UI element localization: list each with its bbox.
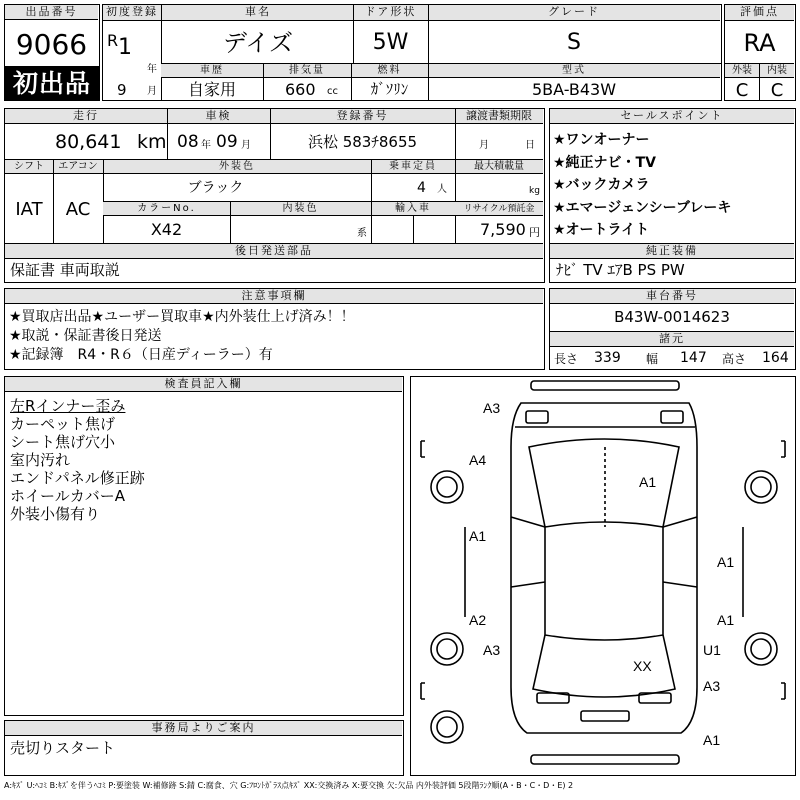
cc-unit: cc [327,86,338,97]
detail-box [4,108,545,283]
interior-grade: C [770,80,784,101]
later-parts-label: 後日発送部品 [5,244,543,259]
grade: S [567,30,581,55]
import-label: 輸入車 [371,202,455,216]
damage-mark: A3 [483,642,501,658]
chassis-value: B43W-0014623 [614,308,730,326]
office-value: 売切りスタート [10,739,116,757]
insp-month: 09 [216,132,238,152]
inspector-box [4,376,404,716]
displacement-value: 660 [285,80,316,99]
model-value: 5BA-B43W [531,80,617,99]
transfer-day-unit: 日 [525,140,535,151]
inspector-line: 室内汚れ [10,451,71,469]
office-box [4,720,404,776]
door-label: ドア形状 [353,5,428,21]
int-color-unit: 系 [357,228,367,239]
width-value: 147 [680,350,707,366]
insp-year: 08 [177,132,199,152]
inspector-line: 外装小傷有り [10,505,101,523]
reg-year: 1 [118,35,132,60]
year-unit: 年 [147,64,157,75]
mileage-label: 走行 [5,109,167,124]
shift-value: IAT [15,199,43,220]
max-load-label: 最大積載量 [455,160,543,174]
capacity-value: 4 [417,180,426,196]
chassis-label: 車台番号 [550,289,794,304]
car-name-label: 車名 [163,5,353,21]
inspector-line: シート焦げ穴小 [10,433,116,451]
insp-year-unit: 年 [201,140,211,151]
int-color-label: 内装色 [230,202,371,216]
fuel-label: 燃料 [351,64,428,78]
km-unit: km [137,131,167,153]
length-value: 339 [594,350,621,366]
capacity-unit: 人 [437,184,447,195]
ext-color-label: 外装色 [103,160,371,174]
ext-color-value: ブラック [187,180,244,196]
sales-points-label: セールスポイント [550,109,794,124]
later-parts-value: 保証書 車両取説 [10,261,120,279]
ac-value: AC [65,199,91,220]
ac-label: エアコン [53,160,103,174]
car-diagram [411,377,794,774]
month-unit: 月 [147,86,157,97]
sales-point: ★ワンオーナー [553,132,650,148]
genuine-equipment-value: ﾅﾋﾞ TV ｴｱB PS PW [556,261,685,279]
model-label: 型式 [428,64,720,78]
legend: A:ｷｽﾞ U:ﾍｺﾐ B:ｷｽﾞを伴うﾍｺﾐ P:要塗装 W:補修跡 S:錆 C:腐食、穴 G:ﾌﾛﾝﾄｶﾞﾗｽ点ｷｽﾞ XX:交換済み X:要交換 欠:欠品 内外装評価 5段階ﾗﾝｸ順(A・B・C・D・E) 2 [4,781,574,790]
inspector-line: ホイールカバーA [10,487,125,505]
damage-mark: A1 [639,474,657,490]
sales-point: ★オートライト [553,222,650,238]
damage-mark: A1 [717,612,735,628]
yen-unit: 円 [529,226,540,239]
first-reg-label: 初度登録 [103,5,161,21]
width-label: 幅 [646,352,659,366]
color-no-label: カラーNo. [103,202,230,216]
notes-label: 注意事項欄 [5,289,543,304]
notes-box [4,288,545,370]
score-box [724,4,796,101]
inspector-label: 検査員記入欄 [5,377,402,392]
height-label: 高さ [722,352,747,366]
damage-mark: U1 [703,642,721,658]
interior-label: 内装 [760,64,794,78]
history-label: 車歴 [161,64,263,78]
sales-point: ★バックカメラ [553,177,650,193]
damage-diagram-box [410,376,796,776]
transfer-label: 譲渡書類期限 [455,109,543,124]
capacity-label: 乗車定員 [371,160,455,174]
note-line: ★記録簿 R4・R６（日産ディーラー）有 [9,347,273,363]
specs-label: 諸元 [550,332,794,347]
genuine-equipment-label: 純正装備 [550,244,794,259]
inspector-list [10,397,145,523]
insp-month-unit: 月 [241,140,251,151]
vehicle-info-box [102,4,722,101]
history-value: 自家用 [187,80,236,99]
sales-points-list [553,129,731,242]
inspector-line: 左Rインナー歪み [10,397,126,415]
exterior-grade: C [735,80,749,101]
damage-mark: A2 [469,612,487,628]
first-listing-badge: 初出品 [4,66,100,101]
score-value: RA [743,29,776,57]
recycle-value: 7,590 [480,220,526,239]
shift-label: シフト [5,160,53,174]
color-no-value: X42 [150,220,183,239]
plate-value: 浜松 583ﾁ8655 [307,133,418,151]
notes-list [9,308,355,365]
inspector-line: カーペット焦げ [10,415,116,433]
max-load-unit: kg [529,186,540,196]
reg-month: 9 [117,81,127,99]
mileage-value: 80,641 [55,131,122,153]
damage-mark: A3 [703,678,721,694]
score-label: 評価点 [725,5,794,21]
recycle-label: リサイクル預託金 [455,202,543,216]
door-type: 5W [372,30,409,55]
grade-label: グレード [428,5,720,21]
damage-mark: A1 [703,732,721,748]
lot-label: 出品番号 [5,5,98,20]
era-letter: R [107,31,119,50]
damage-mark: A3 [483,400,501,416]
exterior-label: 外装 [725,64,759,78]
chassis-box [549,288,796,370]
note-line: ★買取店出品★ユーザー買取車★内外装仕上げ済み！！ [9,309,355,325]
damage-mark: XX [633,658,652,674]
inspection-label: 車検 [167,109,270,124]
note-line: ★取説・保証書後日発送 [9,328,162,344]
length-label: 長さ [554,352,579,366]
sales-points-box [549,108,796,283]
damage-mark: A1 [469,528,487,544]
height-value: 164 [762,350,789,366]
displacement-label: 排気量 [263,64,351,78]
plate-label: 登録番号 [270,109,455,124]
transfer-month-unit: 月 [479,140,489,151]
lot-number: 9066 [15,28,88,61]
office-label: 事務局よりご案内 [5,721,402,736]
fuel-value: ｶﾞｿﾘﾝ [370,80,409,98]
car-name: デイズ [222,29,294,57]
inspector-line: エンドパネル修正跡 [10,469,145,487]
damage-mark: A4 [469,452,487,468]
sales-point: ★純正ナビ・TV [553,154,656,171]
sales-point: ★エマージェンシーブレーキ [553,199,732,216]
damage-mark: A1 [717,554,735,570]
